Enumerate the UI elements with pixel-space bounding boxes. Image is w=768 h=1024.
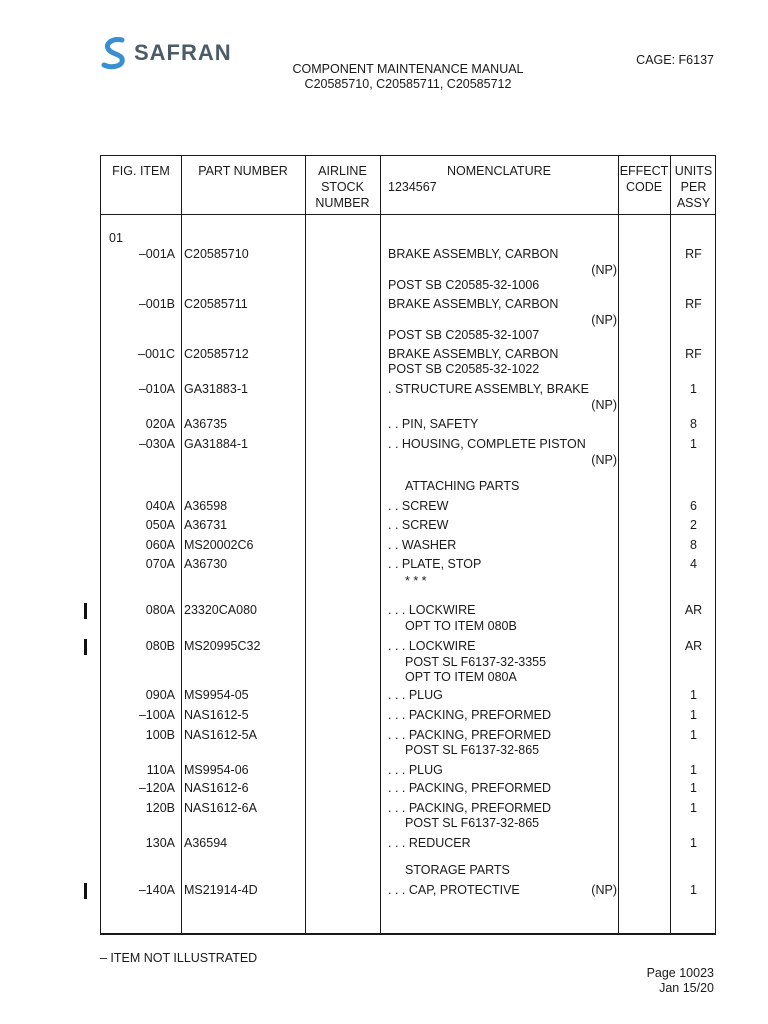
part-number: GA31884-1	[184, 437, 248, 451]
part-number: C20585710	[184, 247, 249, 261]
fig-item-number: 050A	[145, 518, 175, 532]
units-per-assy: 1	[690, 708, 697, 722]
not-procurable-flag: (NP)	[591, 453, 617, 467]
units-per-assy: 2	[690, 518, 697, 532]
nomenclature: POST SB C20585-32-1006	[388, 278, 540, 292]
nomenclature: . . . REDUCER	[388, 836, 471, 850]
header-line: PER	[680, 180, 707, 194]
units-per-assy: RF	[685, 347, 702, 361]
col-divider	[618, 156, 619, 933]
fig-item-number: 120B	[145, 801, 175, 815]
document-title	[250, 62, 566, 92]
part-number: NAS1612-6A	[184, 801, 257, 815]
col-header-effect-code	[618, 163, 670, 195]
units-per-assy: 6	[690, 499, 697, 513]
part-number: A36731	[184, 518, 228, 532]
nomenclature: . . . LOCKWIRE	[388, 639, 476, 653]
units-per-assy: 1	[690, 883, 697, 897]
part-number: A36598	[184, 499, 228, 513]
manual-title: COMPONENT MAINTENANCE MANUAL	[292, 62, 524, 76]
header-divider	[101, 214, 715, 215]
manual-part-numbers: C20585710, C20585711, C20585712	[304, 77, 512, 91]
safran-logo	[100, 36, 240, 70]
nomenclature: . . . PLUG	[388, 763, 443, 777]
nomenclature: . . SCREW	[388, 499, 449, 513]
nomenclature: . . HOUSING, COMPLETE PISTON	[388, 437, 586, 451]
fig-item-number: –001C	[138, 347, 175, 361]
nomenclature: . . PIN, SAFETY	[388, 417, 479, 431]
header-line: UNITS	[674, 164, 713, 178]
col-header-fig-item: FIG. ITEM	[112, 164, 170, 178]
units-per-assy: 1	[690, 801, 697, 815]
not-procurable-flag: (NP)	[591, 398, 617, 412]
part-number: GA31883-1	[184, 382, 248, 396]
units-per-assy: 1	[690, 763, 697, 777]
fig-item-number: 020A	[145, 417, 175, 431]
cage-code: CAGE: F6137	[636, 53, 714, 67]
nomenclature: . . . PLUG	[388, 688, 443, 702]
nomenclature: . . . CAP, PROTECTIVE	[388, 883, 520, 897]
nomenclature: . . PLATE, STOP	[388, 557, 482, 571]
fig-item-number: 130A	[145, 836, 175, 850]
part-number: C20585711	[184, 297, 248, 311]
fig-item-number: 080B	[145, 639, 175, 653]
units-per-assy: RF	[685, 247, 702, 261]
fig-item-number: –010A	[138, 382, 175, 396]
fig-item-number: 110A	[146, 763, 175, 777]
col-divider	[380, 156, 381, 933]
units-per-assy: 8	[690, 417, 697, 431]
nomenclature-note: OPT TO ITEM 080A	[405, 670, 517, 684]
col-header-part-number: PART NUMBER	[198, 164, 288, 178]
nomenclature: . STRUCTURE ASSEMBLY, BRAKE	[388, 382, 589, 396]
nomenclature-note: POST SL F6137-32-865	[405, 743, 540, 757]
nomenclature: BRAKE ASSEMBLY, CARBON	[388, 347, 559, 361]
revision-date: Jan 15/20	[659, 981, 714, 995]
header-line: STOCK	[321, 180, 364, 194]
figure-number: 01	[109, 231, 123, 245]
page-number: Page 10023	[646, 966, 714, 980]
nomenclature: . . . PACKING, PREFORMED	[388, 801, 551, 815]
header-line: EFFECT	[619, 164, 669, 178]
col-divider	[305, 156, 306, 933]
fig-item-number: 070A	[145, 557, 175, 571]
units-per-assy: 1	[690, 836, 697, 850]
revision-bar	[84, 639, 87, 655]
fig-item-number: 080A	[145, 603, 175, 617]
part-number: MS9954-06	[184, 763, 249, 777]
not-procurable-flag: (NP)	[591, 883, 617, 897]
units-per-assy: 1	[690, 688, 697, 702]
part-number: MS21914-4D	[184, 883, 258, 897]
safran-wordmark: SAFRAN	[134, 40, 232, 65]
nomenclature-note: ATTACHING PARTS	[405, 479, 520, 493]
fig-item-number: –100A	[138, 708, 175, 722]
nomenclature: BRAKE ASSEMBLY, CARBON	[388, 297, 559, 311]
fig-item-number: –001A	[138, 247, 175, 261]
nomenclature: . . WASHER	[388, 538, 457, 552]
fig-item-number: 040A	[145, 499, 175, 513]
nomenclature-note: OPT TO ITEM 080B	[405, 619, 517, 633]
nomenclature: . . SCREW	[388, 518, 449, 532]
units-per-assy: 1	[690, 781, 697, 795]
part-number: 23320CA080	[184, 603, 257, 617]
col-header-units-per-assy	[670, 163, 717, 211]
revision-bar	[84, 603, 87, 619]
col-header-airline-stock	[305, 163, 380, 211]
nomenclature: . . . LOCKWIRE	[388, 603, 476, 617]
col-header-nomenclature-indent: 1234567	[388, 180, 437, 194]
fig-item-number: 060A	[145, 538, 175, 552]
fig-item-number: –140A	[138, 883, 175, 897]
part-number: A36730	[184, 557, 228, 571]
col-divider	[181, 156, 182, 933]
footnote-not-illustrated: – ITEM NOT ILLUSTRATED	[100, 951, 258, 965]
nomenclature: POST SB C20585-32-1022	[388, 362, 540, 376]
nomenclature: BRAKE ASSEMBLY, CARBON	[388, 247, 559, 261]
part-number: C20585712	[184, 347, 249, 361]
header-line: NUMBER	[315, 196, 370, 210]
not-procurable-flag: (NP)	[591, 313, 617, 327]
page-info	[647, 966, 714, 996]
fig-item-number: –030A	[138, 437, 175, 451]
parts-list-table	[100, 155, 716, 935]
units-per-assy: AR	[684, 639, 703, 653]
header-line: AIRLINE	[318, 164, 367, 178]
nomenclature-note: * * *	[405, 574, 427, 588]
units-per-assy: 1	[690, 728, 697, 742]
fig-item-number: –001B	[138, 297, 175, 311]
header-line: ASSY	[676, 196, 711, 210]
header-line: CODE	[625, 180, 663, 194]
units-per-assy: RF	[685, 297, 702, 311]
nomenclature: . . . PACKING, PREFORMED	[388, 708, 551, 722]
nomenclature-note: STORAGE PARTS	[405, 863, 510, 877]
part-number: NAS1612-5A	[184, 728, 257, 742]
part-number: A36594	[184, 836, 228, 850]
fig-item-number: 090A	[145, 688, 175, 702]
not-procurable-flag: (NP)	[591, 263, 617, 277]
fig-item-number: –120A	[138, 781, 175, 795]
part-number: NAS1612-5	[184, 708, 249, 722]
part-number: A36735	[184, 417, 228, 431]
col-header-nomenclature: NOMENCLATURE	[447, 164, 551, 178]
nomenclature-note: POST SL F6137-32-3355	[405, 655, 547, 669]
fig-item-number: 100B	[145, 728, 175, 742]
part-number: NAS1612-6	[184, 781, 249, 795]
nomenclature-note: POST SL F6137-32-865	[405, 816, 540, 830]
part-number: MS20002C6	[184, 538, 254, 552]
nomenclature: . . . PACKING, PREFORMED	[388, 781, 551, 795]
units-per-assy: 1	[690, 382, 697, 396]
part-number: MS20995C32	[184, 639, 261, 653]
nomenclature: POST SB C20585-32-1007	[388, 328, 540, 342]
units-per-assy: AR	[684, 603, 703, 617]
part-number: MS9954-05	[184, 688, 249, 702]
units-per-assy: 4	[690, 557, 697, 571]
revision-bar	[84, 883, 87, 899]
units-per-assy: 8	[690, 538, 697, 552]
safran-logo-icon	[100, 36, 130, 70]
nomenclature: . . . PACKING, PREFORMED	[388, 728, 551, 742]
units-per-assy: 1	[690, 437, 697, 451]
